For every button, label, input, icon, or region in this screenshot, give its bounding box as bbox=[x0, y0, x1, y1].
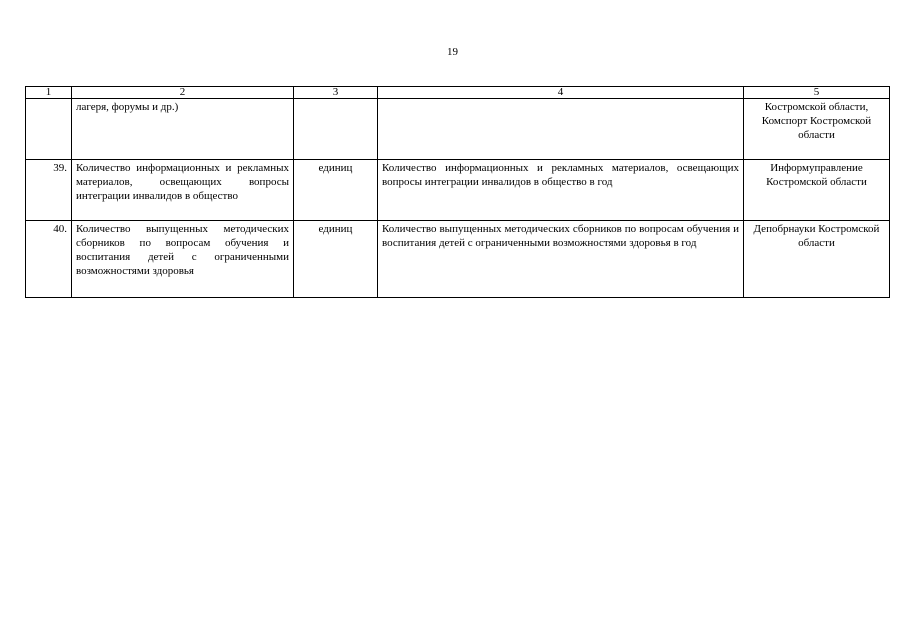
indicator-name: Количество выпущенных методических сборников по вопросам обучения и воспитания детей с ограниченными возможностями здоровья bbox=[72, 221, 294, 298]
responsible-body: Депобрнауки Костромской области bbox=[744, 221, 890, 298]
table-row bbox=[26, 160, 890, 221]
responsible-body: Информуправление Костромской области bbox=[744, 160, 890, 221]
row-number bbox=[26, 99, 72, 160]
column-header: 4 bbox=[378, 87, 744, 99]
indicator-description bbox=[378, 99, 744, 160]
column-header: 1 bbox=[26, 87, 72, 99]
table-row bbox=[26, 221, 890, 298]
row-number: 40. bbox=[26, 221, 72, 298]
indicator-name: лагеря, форумы и др.) bbox=[72, 99, 294, 160]
row-number: 39. bbox=[26, 160, 72, 221]
table-header-row bbox=[26, 87, 890, 99]
indicator-name: Количество информационных и рекламных материалов, освещающих вопросы интеграции инвалидов в общество bbox=[72, 160, 294, 221]
column-header: 5 bbox=[744, 87, 890, 99]
indicator-description: Количество выпущенных методических сборников по вопросам обучения и воспитания детей с ограниченными возможностями здоровья в год bbox=[378, 221, 744, 298]
page-number: 19 bbox=[447, 46, 458, 58]
column-header: 3 bbox=[294, 87, 378, 99]
indicators-table bbox=[25, 86, 890, 298]
table-row bbox=[26, 99, 890, 160]
unit-of-measure: единиц bbox=[294, 160, 378, 221]
responsible-body: Костромской области, Комспорт Костромской области bbox=[744, 99, 890, 160]
unit-of-measure bbox=[294, 99, 378, 160]
column-header: 2 bbox=[72, 87, 294, 99]
indicator-description: Количество информационных и рекламных материалов, освещающих вопросы интеграции инвалидов в общество в год bbox=[378, 160, 744, 221]
unit-of-measure: единиц bbox=[294, 221, 378, 298]
